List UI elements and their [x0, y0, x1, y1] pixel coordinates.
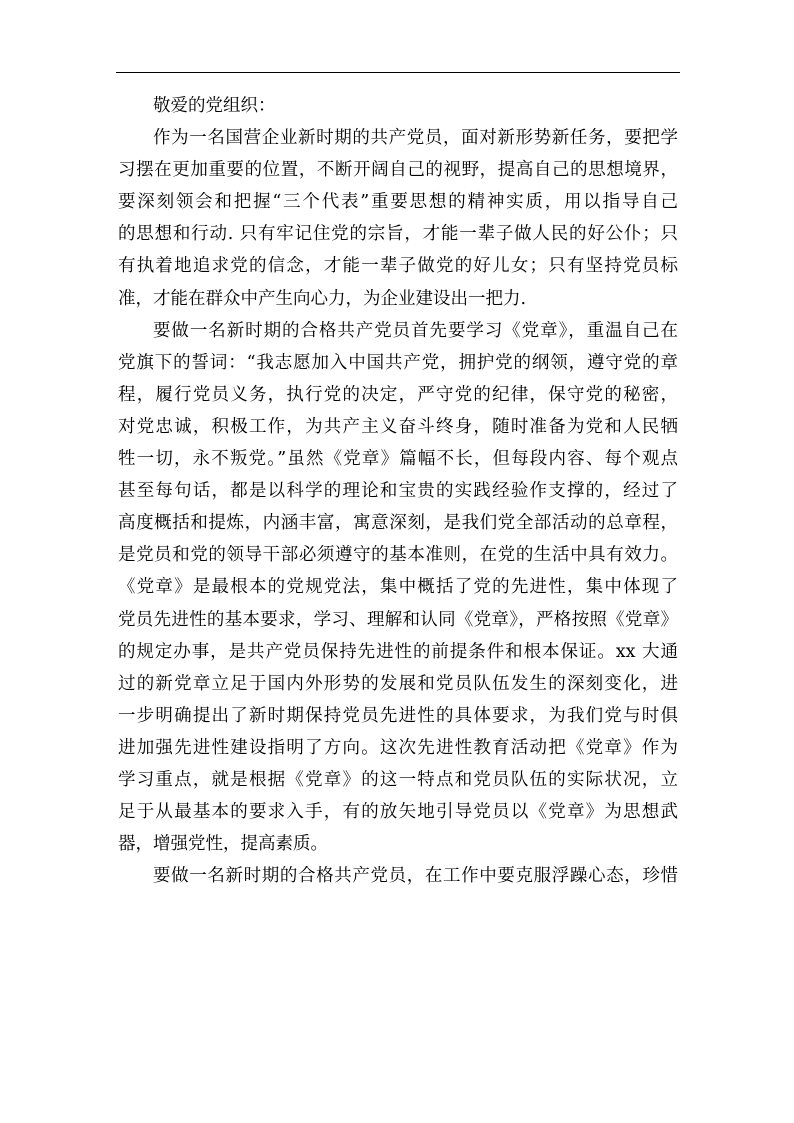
header-rule	[116, 72, 680, 73]
text-line: 程，履行党员义务，执行党的决定，严守党的纪律，保守党的秘密，	[118, 384, 678, 405]
text-line: 牲一切，永不叛党。”虽然《党章》篇幅不长，但每段内容、每个观点	[118, 449, 678, 470]
text-line: 学习重点，就是根据《党章》的这一特点和党员队伍的实际状况，立	[118, 769, 678, 790]
text-line: 进加强先进性建设指明了方向。这次先进性教育活动把《党章》作为	[118, 737, 678, 758]
text-line: 对党忠诚，积极工作，为共产主义奋斗终身，随时准备为党和人民牺	[118, 416, 678, 437]
text-line: 《党章》是最根本的党规党法，集中概括了党的先进性，集中体现了	[118, 577, 678, 598]
text-line: 作为一名国营企业新时期的共产党员，面对新形势新任务，要把学	[153, 128, 678, 149]
text-line: 习摆在更加重要的位置，不断开阔自己的视野，提高自己的思想境界，	[118, 160, 678, 181]
text-line: 要做一名新时期的合格共产党员，在工作中要克服浮躁心态，珍惜	[153, 866, 678, 887]
text-line: 足于从最基本的要求入手，有的放矢地引导党员以《党章》为思想武	[118, 802, 678, 823]
text-line: 甚至每句话，都是以科学的理论和宝贵的实践经验作支撑的，经过了	[118, 481, 678, 502]
text-line: 的规定办事，是共产党员保持先进性的前提条件和根本保证。xx 大通	[118, 641, 678, 662]
text-line: 过的新党章立足于国内外形势的发展和党员队伍发生的深刻变化，进	[118, 673, 678, 694]
text-line: 高度概括和提炼，内涵丰富，寓意深刻，是我们党全部活动的总章程，	[118, 513, 678, 534]
text-line: 要深刻领会和把握“三个代表”重要思想的精神实质，用以指导自己	[118, 192, 678, 213]
text-line: 一步明确提出了新时期保持党员先进性的具体要求，为我们党与时俱	[118, 705, 678, 726]
text-line: 党员先进性的基本要求，学习、理解和认同《党章》，严格按照《党章》	[118, 609, 678, 630]
document-body	[118, 90, 678, 892]
text-line: 的思想和行动. 只有牢记住党的宗旨，才能一辈子做人民的好公仆；只	[118, 224, 678, 245]
salutation: 敬爱的党组织：	[153, 96, 276, 116]
body-text	[118, 122, 678, 892]
text-line: 党旗下的誓词：“我志愿加入中国共产党，拥护党的纲领，遵守党的章	[118, 352, 678, 373]
text-line: 要做一名新时期的合格共产党员首先要学习《党章》，重温自己在	[153, 320, 678, 341]
text-line: 准，才能在群众中产生向心力，为企业建设出一把力.	[118, 288, 527, 309]
text-line: 器，增强党性，提高素质。	[118, 834, 328, 855]
text-line: 有执着地追求党的信念，才能一辈子做党的好儿女；只有坚持党员标	[118, 256, 678, 277]
text-line: 是党员和党的领导干部必须遵守的基本准则，在党的生活中具有效力。	[118, 545, 678, 566]
